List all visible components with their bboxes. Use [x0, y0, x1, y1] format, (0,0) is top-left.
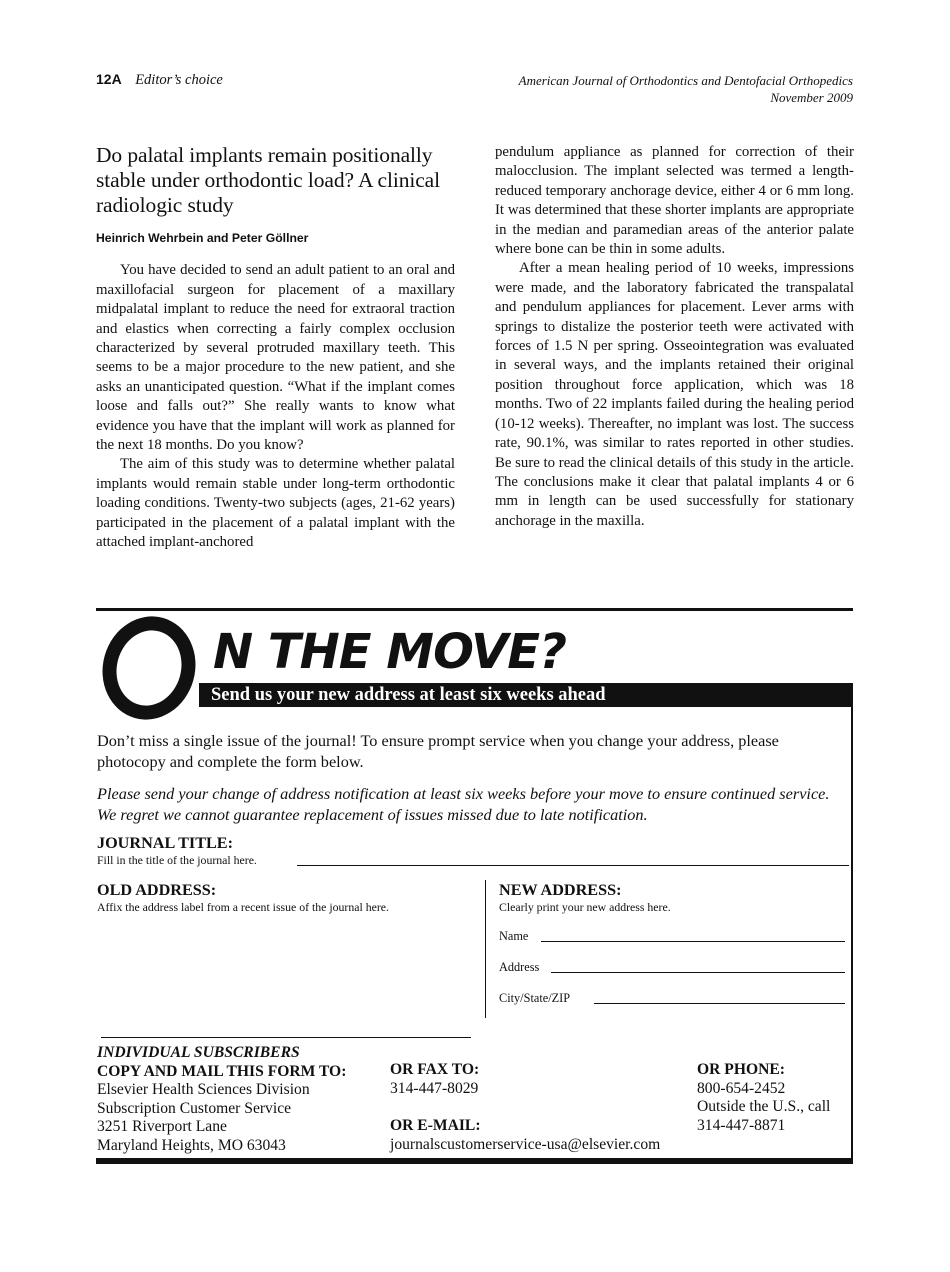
old-address-label: OLD ADDRESS:: [97, 881, 217, 899]
city-field-line[interactable]: [594, 1003, 845, 1004]
article-title: Do palatal implants remain positionally stable under orthodontic load? A clinical radiologic study: [96, 143, 440, 217]
new-address-section: [499, 881, 671, 915]
journal-title-field-line[interactable]: [297, 865, 849, 866]
phone-number: 800-654-2452: [697, 1079, 786, 1097]
journal-title-label: JOURNAL TITLE:: [97, 834, 233, 852]
name-field-label: Name: [499, 929, 529, 943]
mail-line: 3251 Riverport Lane: [97, 1118, 227, 1136]
new-address-label: NEW ADDRESS:: [499, 881, 622, 899]
old-address-section: [97, 881, 389, 915]
email-column: [390, 1117, 660, 1154]
fax-heading: OR FAX TO:: [390, 1061, 480, 1078]
article-column-right: [495, 143, 854, 531]
article-paragraph-part: pendulum appliance as planned for correction of their malocclusion. The implant selected was termed a length-reduced temporary anchorage device, either 4 or 6 mm long. It was determined that these shorter implants are appropriate in the median and paramedian areas of the anterior palate where bone can be thin in some adults.: [495, 144, 854, 258]
old-address-label-line: [101, 1037, 471, 1038]
article-paragraph: After a mean healing period of 10 weeks, impressions were made, and the laboratory fabricated the transpalatal and pendulum appliances for placement. Lever arms with springs to distalize the posterior teeth were activated with forces of 1.5 N per spring. Osseointegration was evaluated in several ways, and the implants retained their original position throughout force application, which was 18 months. Two of 22 implants failed during the healing period (10-12 weeks). Thereafter, no implant was lost. The success rate, 90.1%, was similar to rates reported in other studies. Be sure to read the clinical details of this study in the article. The conclusions make it clear that palatal implants 4 or 6 mm in length can be used successfully for stationary anchorage in the maxilla.: [495, 260, 854, 529]
ad-box-right-border: [851, 683, 853, 1163]
fax-column: [390, 1061, 479, 1098]
address-field-line[interactable]: [551, 972, 845, 973]
email-heading: OR E-MAIL:: [390, 1117, 481, 1134]
article-authors: Heinrich Wehrbein and Peter Göllner: [96, 231, 309, 245]
mail-line: Maryland Heights, MO 63043: [97, 1136, 286, 1154]
section-name: Editor’s choice: [135, 72, 223, 88]
article-paragraph: You have decided to send an adult patient to an oral and maxillofacial surgeon for placement of a maxillary midpalatal implant to reduce the need for extraoral traction and elastics when correcting a fairly complex occlusion characterized by several protruded maxillary teeth. This seems to be a major procedure to the new patient, and she asks an unanticipated question. “What if the implant comes loose and falls out?” She really wants to know what evidence you have that the implant will work as planned for the next 18 months. Do you know?: [96, 262, 455, 454]
address-field-label: Address: [499, 960, 540, 974]
journal-title-section: [97, 834, 257, 868]
ad-bottom-rule: [96, 1158, 853, 1164]
running-header-left: [96, 71, 223, 89]
ad-headline: N THE MOVE?: [213, 624, 566, 680]
email-address: journalscustomerservice-usa@elsevier.com: [390, 1135, 661, 1153]
article-paragraph-part: The aim of this study was to determine whether palatal implants would remain stable under long-term orthodontic loading conditions. Twenty-two subjects (ages, 21-62 years) participated in the placement of a palatal implant with the attached implant-anchored: [96, 456, 455, 551]
ad-notice-text: Please send your change of address notification at least six weeks before your move to ensure continued service. We regret we cannot guarantee replacement of issues missed due to late notification.: [97, 784, 830, 824]
ad-intro-text: Don’t miss a single issue of the journal! To ensure prompt service when you change your address, please photocopy and complete the form below.: [97, 731, 779, 771]
mail-column: [97, 1044, 346, 1156]
old-address-hint: Affix the address label from a recent issue of the journal here.: [97, 900, 389, 914]
running-header-right: [519, 72, 853, 106]
phone-outside-number: 314-447-8871: [697, 1116, 786, 1134]
ad-top-rule: [96, 608, 853, 611]
mail-line: Elsevier Health Sciences Division: [97, 1081, 310, 1099]
article-column-left: [96, 143, 455, 553]
phone-heading: OR PHONE:: [697, 1061, 785, 1078]
page-number: 12A: [96, 71, 122, 87]
city-field-label: City/State/ZIP: [499, 991, 571, 1005]
individual-subscribers-heading: INDIVIDUAL SUBSCRIBERS: [97, 1044, 300, 1061]
mail-line: Subscription Customer Service: [97, 1099, 292, 1117]
phone-outside-text: Outside the U.S., call: [697, 1098, 831, 1116]
new-address-hint: Clearly print your new address here.: [499, 900, 671, 914]
headline-initial-o: [90, 605, 207, 730]
fax-number: 314-447-8029: [390, 1079, 479, 1097]
mail-heading: COPY AND MAIL THIS FORM TO:: [97, 1062, 347, 1080]
phone-column: [697, 1061, 830, 1135]
address-divider: [485, 880, 486, 1018]
journal-title-hint: Fill in the title of the journal here.: [97, 853, 257, 867]
ad-banner: Send us your new address at least six weeks ahead: [199, 683, 853, 707]
journal-name: American Journal of Orthodontics and Dentofacial Orthopedics: [518, 73, 853, 88]
name-field-line[interactable]: [541, 941, 845, 942]
issue-date: November 2009: [770, 90, 853, 105]
